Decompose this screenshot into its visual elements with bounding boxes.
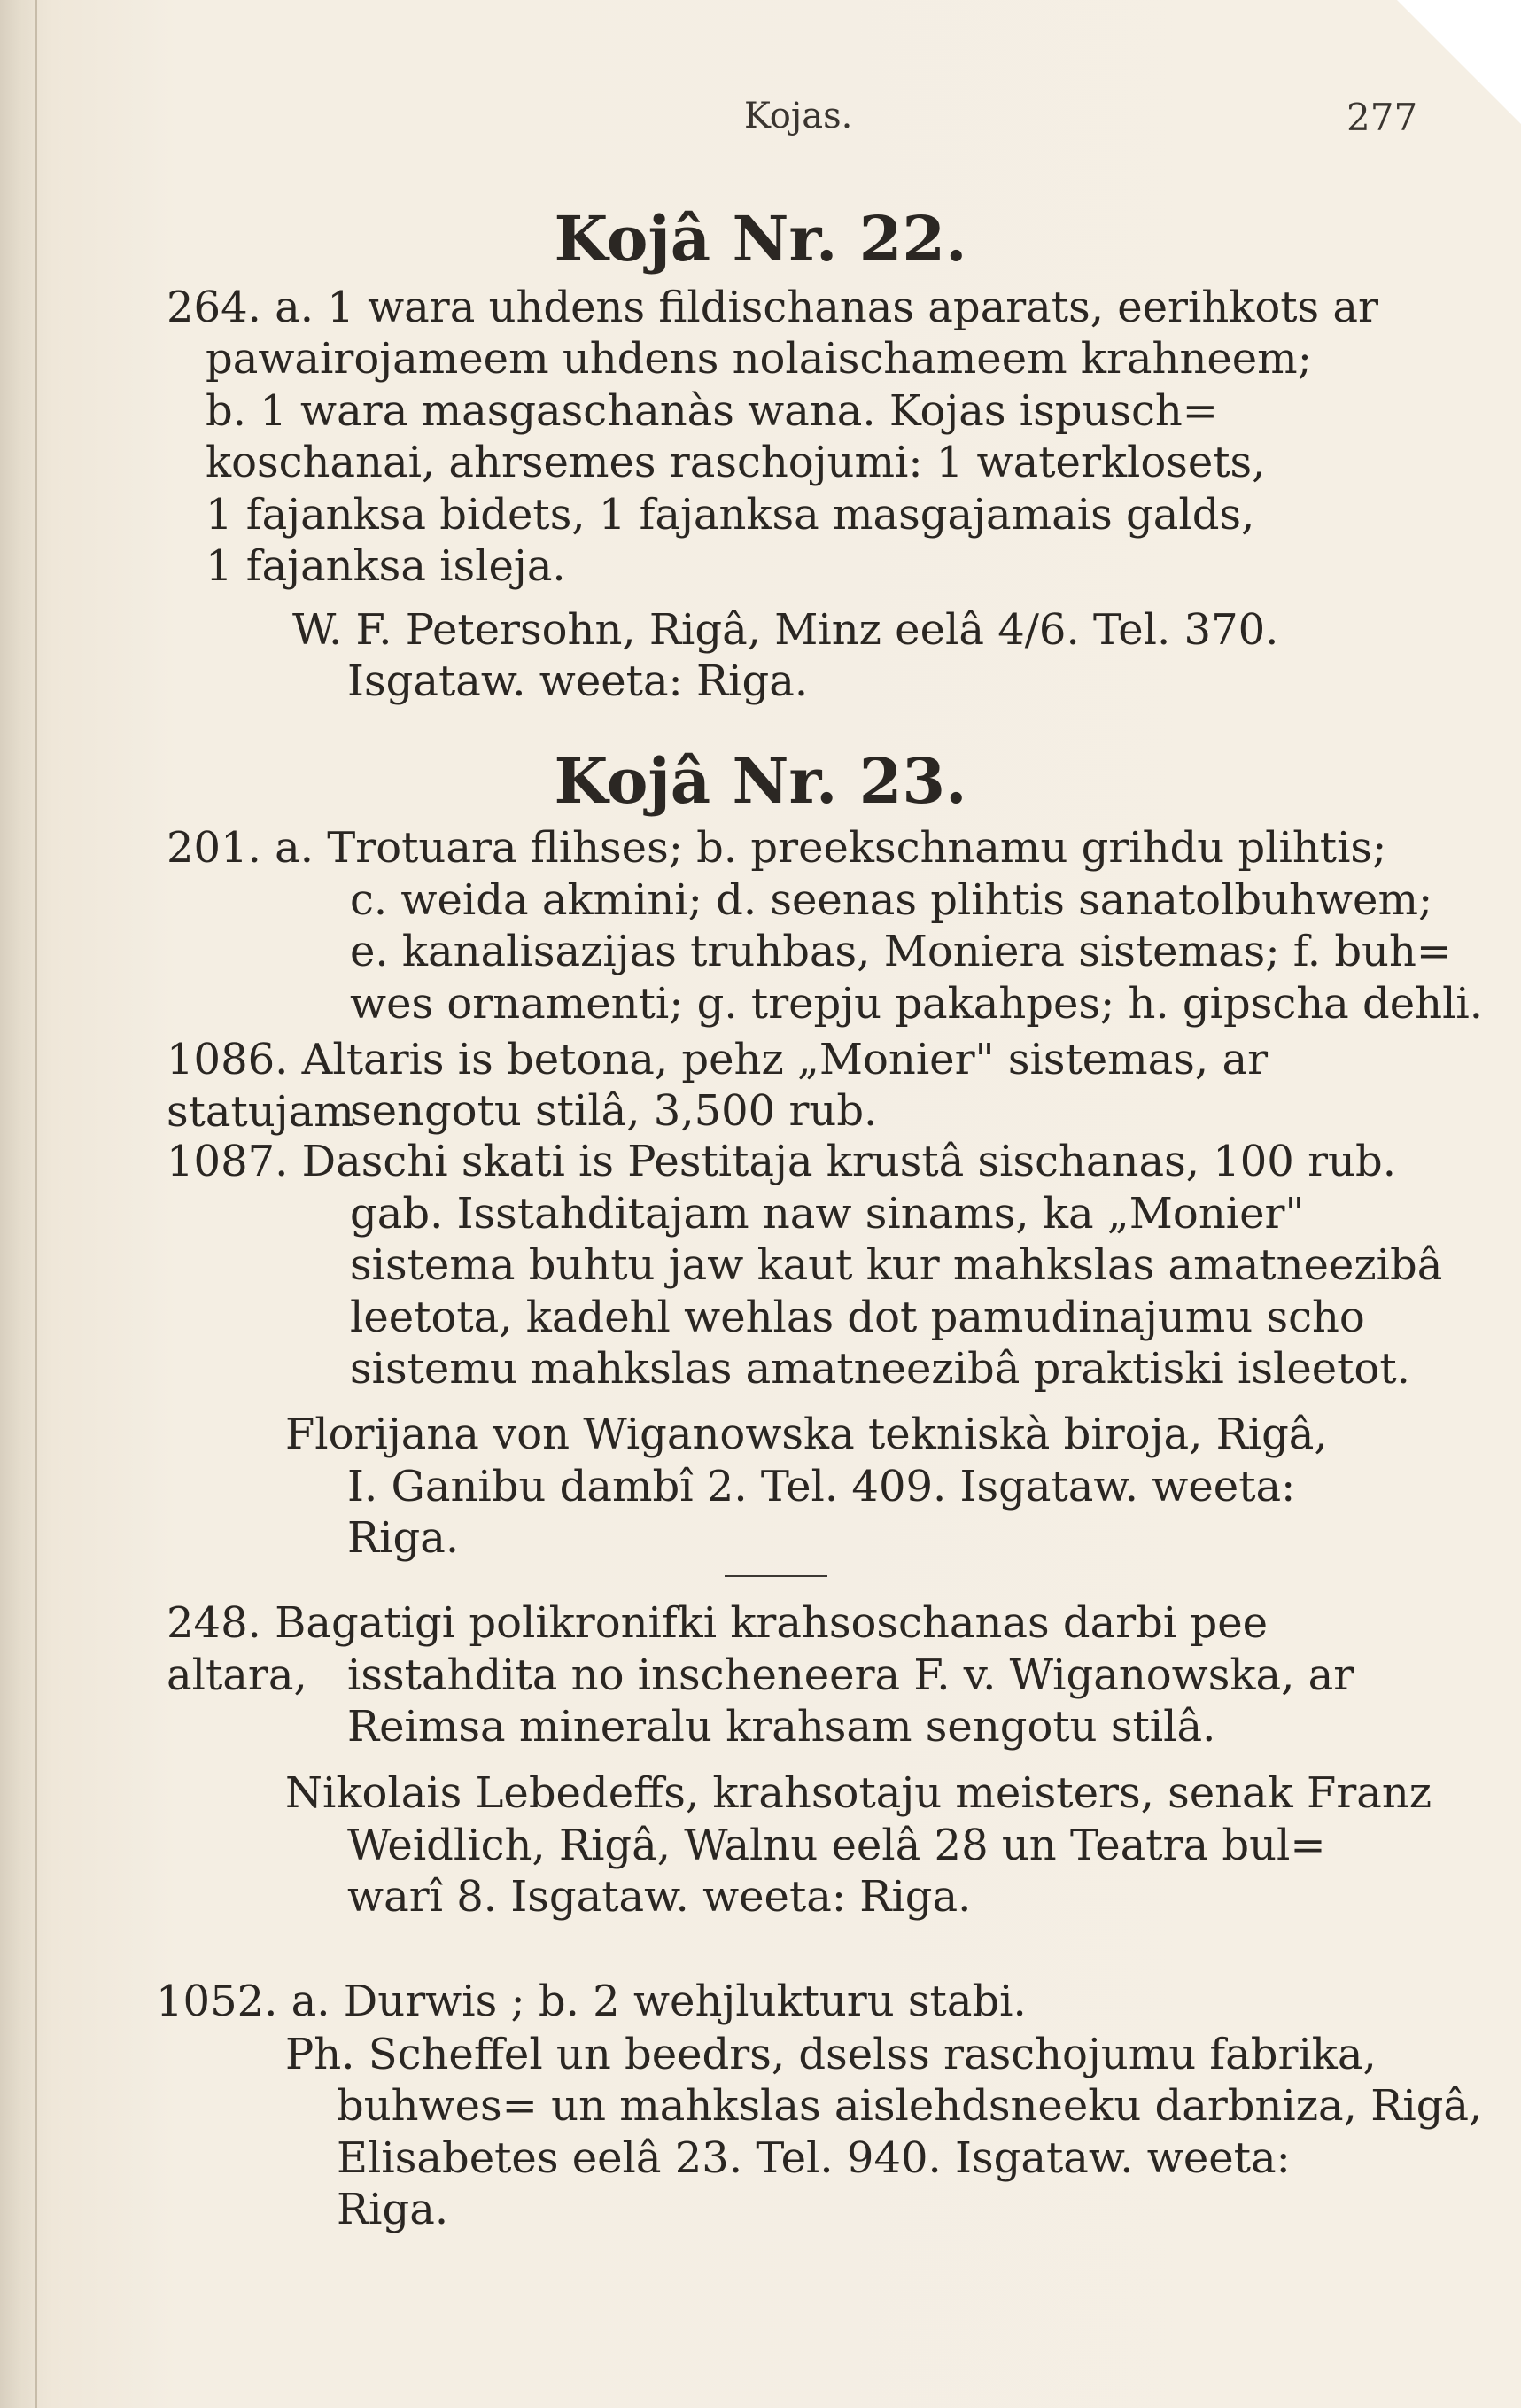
entry-line: b. 1 wara masgaschanàs wana. Kojas ispusch= <box>206 386 1219 436</box>
entry-line: sistema buhtu jaw kaut kur mahkslas amatneezibâ <box>350 1240 1443 1290</box>
page-binding <box>0 0 37 2408</box>
exhibitor-line: buhwes= un mahkslas aislehdsneeku darbniza, Rigâ, <box>337 2081 1483 2131</box>
entry-line: sistemu mahkslas amatneezibâ praktiski isleetot. <box>350 1344 1410 1394</box>
exhibitor-line: Elisabetes eelâ 23. Tel. 940. Isgataw. weeta: <box>337 2133 1291 2183</box>
exhibitor-line: Ph. Scheffel un beedrs, dselss raschojumu fabrika, <box>285 2030 1377 2079</box>
entry-line: 1 fajanksa bidets, 1 fajanksa masgajamais galds, <box>206 490 1255 540</box>
exhibitor-line: W. F. Petersohn, Rigâ, Minz eelâ 4/6. Tel. 370. <box>292 605 1279 655</box>
exhibitor-line: warî 8. Isgataw. weeta: Riga. <box>347 1872 972 1922</box>
entry-line: wes ornamenti; g. trepju pakahpes; h. gipscha dehli. <box>350 979 1484 1029</box>
exhibitor-line: Riga. <box>337 2185 449 2234</box>
entry-line: 201. a. Trotuara flihses; b. preekschnamu grihdu plihtis; <box>167 823 1387 873</box>
entry-line: pawairojameem uhdens nolaischameem krahneem; <box>206 334 1312 384</box>
entry-line: leetota, kadehl wehlas dot pamudinajumu scho <box>350 1293 1365 1342</box>
entry-line: 1087. Daschi skati is Pestitaja krustâ sischanas, 100 rub. <box>167 1137 1396 1186</box>
separator-rule <box>725 1575 827 1577</box>
entry-line: c. weida akmini; d. seenas plihtis sanatolbuhwem; <box>350 875 1433 925</box>
entry-line: koschanai, ahrsemes raschojumi: 1 waterklosets, <box>206 438 1266 487</box>
exhibitor-line: Isgataw. weeta: Riga. <box>347 656 809 706</box>
entry-line: gab. Isstahditajam naw sinams, ka „Monier" <box>350 1189 1305 1239</box>
exhibitor-line: Weidlich, Rigâ, Walnu eelâ 28 un Teatra bul= <box>347 1821 1326 1870</box>
entry-line: 264. a. 1 wara uhdens fildischanas aparats, eerihkots ar <box>167 283 1378 332</box>
entry-line: sengotu stilâ, 3,500 rub. <box>350 1086 878 1136</box>
entry-line: Reimsa mineralu krahsam sengotu stilâ. <box>347 1702 1216 1752</box>
exhibitor-line: Nikolais Lebedeffs, krahsotaju meisters, senak Franz <box>285 1768 1432 1818</box>
entry-line: 1 fajanksa isleja. <box>206 541 566 591</box>
page-number: 277 <box>1346 96 1418 139</box>
section-heading-23: Kojâ Nr. 23. <box>554 744 967 818</box>
exhibitor-line: I. Ganibu dambî 2. Tel. 409. Isgataw. weeta: <box>347 1462 1296 1511</box>
section-heading-22: Kojâ Nr. 22. <box>554 202 967 276</box>
entry-line: isstahdita no inscheneera F. v. Wiganowska, ar <box>347 1651 1354 1700</box>
exhibitor-line: Riga. <box>347 1513 460 1563</box>
running-head: Kojas. <box>744 96 853 136</box>
entry-line: e. kanalisazijas truhbas, Moniera sistemas; f. buh= <box>350 927 1453 976</box>
page-header <box>0 96 1521 149</box>
entry-line: 1086. Altaris is betona, pehz „Monier" sistemas, ar statujam <box>167 1035 1269 1137</box>
entry-line: 248. Bagatigi polikronifki krahsoschanas darbi pee altara, <box>167 1598 1269 1700</box>
entry-line: 1052. a. Durwis ; b. 2 wehjlukturu stabi. <box>156 1977 1027 2026</box>
exhibitor-line: Florijana von Wiganowska tekniskà biroja, Rigâ, <box>285 1410 1328 1459</box>
